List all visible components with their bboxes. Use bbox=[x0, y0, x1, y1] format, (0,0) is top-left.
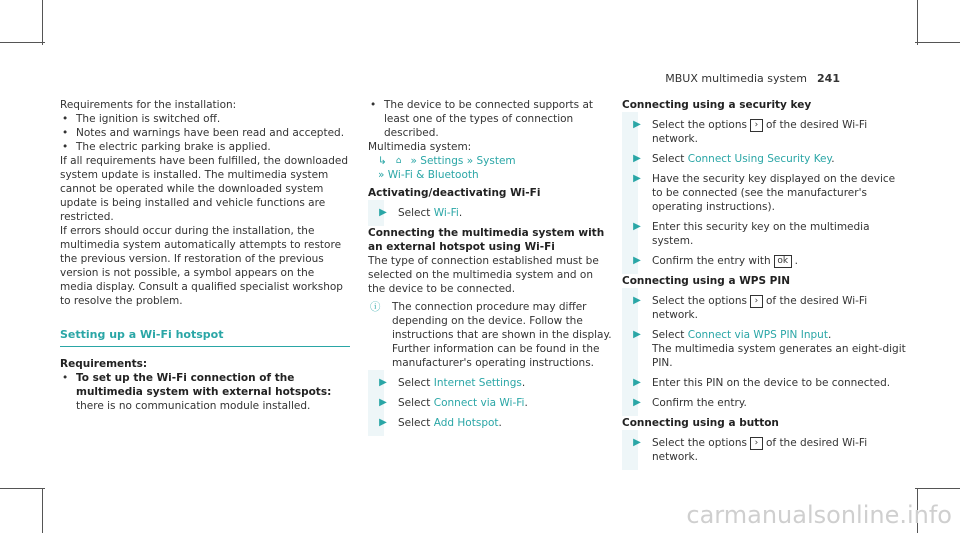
instruction-step: ▶ Confirm the entry. bbox=[622, 396, 907, 410]
chevron-right-icon: › bbox=[750, 295, 763, 308]
column-2 bbox=[368, 98, 613, 436]
instruction-step: ▶ Select Internet Settings. bbox=[368, 376, 613, 390]
requirements-label: Requirements: bbox=[60, 358, 148, 370]
crop-mark bbox=[915, 488, 960, 489]
crop-mark bbox=[0, 42, 45, 43]
instruction-step: ▶ Select Wi-Fi. bbox=[368, 206, 613, 220]
crop-mark bbox=[915, 42, 960, 43]
path-arrow-icon: ↳ bbox=[378, 155, 387, 167]
path-chevron-icon: » bbox=[378, 169, 385, 181]
instruction-step: ▶ Select Add Hotspot. bbox=[368, 416, 613, 430]
list-item: • To set up the Wi-Fi connection of the multimedia system with external hotspots: there is no communication module installed. bbox=[62, 372, 332, 412]
instruction-step: ▶ Select the options › of the desired Wi-Fi network. bbox=[622, 436, 907, 464]
path-chevron-icon: » bbox=[410, 155, 417, 167]
crop-mark bbox=[0, 488, 45, 489]
ok-icon: ok bbox=[774, 255, 792, 268]
paragraph: If errors should occur during the installation, the multimedia system automatically attempts to restore the previous version. If restoration of the previous version is not possible, a symbol appears on the media display. Consult a qualified specialist workshop to resolve the problem. bbox=[60, 225, 343, 307]
heading: Connecting using a button bbox=[622, 417, 779, 429]
instruction-step: ▶ Enter this PIN on the device to be connected. bbox=[622, 376, 907, 390]
menu-path: ↳ ⌂ » Settings » System bbox=[378, 155, 516, 167]
instruction-step: ▶ Confirm the entry with ok . bbox=[622, 254, 907, 268]
heading: Connecting using a security key bbox=[622, 99, 812, 111]
path-chevron-icon: » bbox=[466, 155, 474, 167]
chevron-right-icon: › bbox=[750, 437, 763, 450]
crop-mark bbox=[42, 488, 43, 533]
instruction-step: ▶ Have the security key displayed on the device to be connected (see the manufacturer's operating instructions). bbox=[622, 172, 907, 214]
ms-label: Multimedia system: bbox=[368, 141, 472, 153]
list-item: • The electric parking brake is applied. bbox=[62, 141, 271, 153]
crop-mark bbox=[917, 0, 918, 45]
instruction-step: ▶ Select Connect via Wi-Fi. bbox=[368, 396, 613, 410]
instruction-step: ▶ Select Connect Using Security Key. bbox=[622, 152, 907, 166]
watermark: carmanualsonline.info bbox=[686, 501, 952, 529]
requirements-intro: Requirements for the installation: bbox=[60, 99, 237, 111]
column-1 bbox=[60, 98, 350, 413]
list-item: • The device to be connected supports at least one of the types of connection described. bbox=[370, 99, 594, 139]
instruction-step: ▶ Select Connect via WPS PIN Input. The multimedia system generates an eight-digit PIN. bbox=[622, 328, 907, 370]
heading: Connecting using a WPS PIN bbox=[622, 275, 791, 287]
page-number: 241 bbox=[817, 72, 840, 85]
section-name: MBUX multimedia system bbox=[665, 72, 808, 85]
paragraph: The type of connection established must be selected on the multimedia system and on the device to be connected. bbox=[368, 255, 599, 295]
instruction-step: ▶ Select the options › of the desired Wi-Fi network. bbox=[622, 294, 907, 322]
instruction-step: ▶ Select the options › of the desired Wi-Fi network. bbox=[622, 118, 907, 146]
list-item: • Notes and warnings have been read and accepted. bbox=[62, 127, 345, 139]
heading: Connecting the multimedia system with an external hotspot using Wi-Fi bbox=[368, 227, 605, 253]
section-title: Setting up a Wi-Fi hotspot bbox=[60, 328, 224, 341]
instruction-step: ▶ Enter this security key on the multimedia system. bbox=[622, 220, 907, 248]
heading: Activating/deactivating Wi-Fi bbox=[368, 187, 541, 199]
list-item: • The ignition is switched off. bbox=[62, 113, 221, 125]
menu-path: » Wi-Fi & Bluetooth bbox=[378, 169, 479, 181]
section-rule bbox=[60, 346, 350, 347]
chevron-right-icon: › bbox=[750, 119, 763, 132]
page-header bbox=[665, 72, 840, 85]
paragraph: If all requirements have been fulfilled, the downloaded system update is installed. The multimedia system cannot be operated while the downloaded system update is being installed and vehicle functions are restricted. bbox=[60, 155, 348, 223]
crop-mark bbox=[42, 0, 43, 45]
note: ⓘ The connection procedure may differ depending on the device. Follow the instructions that are shown in the display. Further information can be found in the manufacturer's operating instructions. bbox=[370, 301, 612, 369]
info-icon: ⓘ bbox=[370, 301, 381, 313]
column-3 bbox=[622, 98, 907, 470]
home-icon: ⌂ bbox=[395, 155, 402, 166]
